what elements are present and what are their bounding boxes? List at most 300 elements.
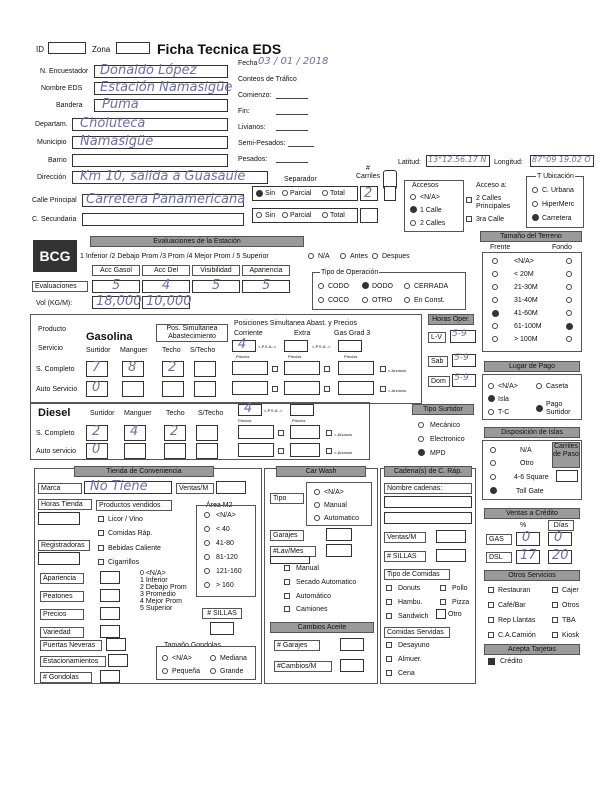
- terreno-option-label: 61-100M: [514, 323, 542, 330]
- ventas-m-label: Ventas/M: [176, 483, 214, 494]
- pago-caseta-label: Caseta: [546, 383, 569, 390]
- dsl-surtidor-label: Surtidor: [90, 410, 115, 417]
- tba-label: TBA: [562, 617, 576, 624]
- credito-dias-label: Días: [548, 520, 574, 531]
- pizza-label: Pizza: [452, 599, 470, 606]
- terreno-frente-radio[interactable]: [492, 323, 498, 329]
- gond-pequena-label: Pequeña: [172, 668, 201, 675]
- cw-lav-label: #Lav/Mes: [270, 546, 316, 557]
- cafe-label: Café/Bar: [498, 602, 526, 609]
- islas-na-label: N/A: [520, 447, 532, 454]
- gas-precio-2[interactable]: [284, 361, 320, 375]
- area-option-label: < 40: [216, 526, 230, 533]
- cw-m-manual-check[interactable]: [284, 565, 290, 571]
- eval-na-radio[interactable]: [308, 253, 314, 259]
- gond-na-radio[interactable]: [162, 655, 168, 661]
- cena-check[interactable]: [386, 670, 392, 676]
- gondolas-label: # Gondolas: [40, 672, 92, 683]
- horas-tienda-input[interactable]: [38, 512, 80, 525]
- calle-value: Carretera Panamericana: [86, 192, 246, 207]
- latitud-label: Latitud:: [398, 159, 421, 166]
- nombre-value: Estación Namasigüe: [100, 80, 233, 95]
- gas-precio-3[interactable]: [338, 361, 374, 375]
- area-option-label: 81-120: [216, 554, 238, 561]
- terreno-fondo-radio[interactable]: [566, 297, 572, 303]
- carriles-paso-input[interactable]: [556, 470, 578, 482]
- gas-completo-techo-value: 2: [168, 360, 177, 375]
- surt-mpd-radio[interactable]: [418, 449, 425, 456]
- cadena-nombre-input-1[interactable]: [384, 496, 472, 508]
- area-radio[interactable]: [204, 582, 210, 588]
- bebidas-label: Bebidas Caliente: [108, 545, 161, 552]
- islas-na-radio[interactable]: [490, 447, 496, 453]
- registradoras-input[interactable]: [38, 552, 80, 565]
- carriles-paso-header: Carriles de Paso: [552, 442, 580, 468]
- terreno-fondo-radio[interactable]: [566, 336, 572, 342]
- cena-label: Cena: [398, 670, 415, 677]
- sep-total-label: Total: [330, 190, 345, 197]
- eval-despues-radio[interactable]: [372, 253, 378, 259]
- pollo-check[interactable]: [440, 585, 446, 591]
- id-input[interactable]: [48, 42, 86, 54]
- dsl-auto-surtidor-value: 0: [92, 442, 101, 457]
- dsl-auto-precio-1-check[interactable]: [278, 448, 284, 454]
- ubic-hiper-radio[interactable]: [532, 201, 538, 207]
- lugar-pago-header: Lugar de Pago: [484, 361, 580, 372]
- marca-value: No Tiene: [90, 479, 148, 494]
- pago-na-label: <N/A>: [498, 383, 518, 390]
- eval-antes-radio[interactable]: [340, 253, 346, 259]
- tba-check[interactable]: [552, 617, 558, 623]
- gas-anuncio-check[interactable]: [380, 366, 386, 372]
- gas-auto-surtidor-value: 0: [92, 380, 101, 395]
- bcg-logo: BCG: [33, 240, 77, 272]
- gond-mediana-label: Mediana: [220, 655, 247, 662]
- gas-auto-stecho[interactable]: [194, 381, 216, 397]
- cigarrillos-check[interactable]: [98, 559, 104, 565]
- op-enconst-radio[interactable]: [404, 297, 410, 303]
- dsl-psa: <-P.S.A.->: [264, 408, 283, 413]
- gas-auto-precio-2[interactable]: [284, 381, 320, 395]
- cw-lav-value-input[interactable]: [270, 556, 310, 564]
- dsl-completo-stecho[interactable]: [196, 425, 218, 441]
- cw-auto-label: Automatico: [324, 515, 360, 522]
- gas-completo-surtidor-value: 7: [92, 360, 101, 375]
- area-radio[interactable]: [204, 526, 210, 532]
- longitud-value: 87°09 19.02 O: [532, 155, 591, 164]
- estacionamientos-label: Estacionamientos: [40, 656, 106, 667]
- gas-anuncio-label: <-Anuncio: [388, 368, 407, 373]
- gas-auto-anuncio-check[interactable]: [380, 386, 386, 392]
- terreno-fondo-radio[interactable]: [566, 310, 572, 316]
- sillas-label: # SILLAS: [202, 608, 242, 619]
- precios-input[interactable]: [100, 607, 120, 620]
- calle-label: Calle Principal: [32, 197, 77, 204]
- depto-label: Departam.: [35, 121, 68, 128]
- gas-grad-label: Gas Grad 3: [334, 330, 371, 337]
- pago-surtidor-radio[interactable]: [536, 405, 543, 412]
- desayuno-check[interactable]: [386, 642, 392, 648]
- eval-escala: 1 Inferior /2 Debajo Prom /3 Prom /4 Mejor Prom / 5 Superior: [80, 253, 269, 260]
- cadena-sillas-input[interactable]: [436, 549, 466, 562]
- conteos-label: Conteos de Tráfico: [238, 76, 297, 83]
- credito-label: Crédito: [500, 658, 523, 665]
- terreno-option-label: 21-30M: [514, 284, 538, 291]
- aceite-garajes-input[interactable]: [340, 638, 364, 651]
- dsl-auto-anuncio-check[interactable]: [326, 448, 332, 454]
- aceite-cambios-label: #Cambios/M: [274, 661, 332, 672]
- page-title: Ficha Tecnica EDS: [157, 41, 282, 57]
- accesos-2-radio[interactable]: [410, 220, 416, 226]
- gas-precio-1-check[interactable]: [272, 366, 278, 372]
- gas-auto-techo[interactable]: [162, 381, 184, 397]
- secundaria-label: C. Secundaria: [32, 216, 77, 223]
- hambu-check[interactable]: [386, 599, 392, 605]
- restauran-check[interactable]: [488, 587, 494, 593]
- area-radio[interactable]: [204, 568, 210, 574]
- sandwich-check[interactable]: [386, 613, 392, 619]
- op-cerrada-radio[interactable]: [404, 283, 410, 289]
- kiosk-label: Kiosk: [562, 632, 580, 639]
- otro-comida-input[interactable]: [436, 609, 446, 619]
- terreno-frente-radio[interactable]: [492, 271, 498, 277]
- bebidas-check[interactable]: [98, 545, 104, 551]
- comienzo-line[interactable]: [276, 98, 308, 99]
- barrio-input[interactable]: [72, 154, 228, 167]
- gas-precio-2-check[interactable]: [324, 366, 330, 372]
- op-codo-radio[interactable]: [318, 283, 324, 289]
- sep-sin-radio[interactable]: [256, 190, 263, 197]
- gas-auto-precio-3[interactable]: [338, 381, 374, 395]
- terreno-fondo: Fondo: [552, 244, 572, 251]
- neveras-label: Puertas Neveras: [40, 640, 102, 651]
- licor-check[interactable]: [98, 516, 104, 522]
- camion-check[interactable]: [488, 632, 494, 638]
- terreno-frente-radio[interactable]: [492, 336, 498, 342]
- gas-completo-stecho[interactable]: [194, 361, 216, 377]
- terreno-option-label: < 20M: [514, 271, 534, 278]
- eval-antes-label: Antes: [350, 253, 368, 260]
- ubic-urbana-label: C. Urbana: [542, 187, 574, 194]
- tercera-calle-label: 3ra Calle: [476, 216, 505, 223]
- eval-visib-value: 5: [212, 278, 221, 293]
- direccion-label: Dirección: [37, 174, 67, 181]
- tienda-header: Tienda de Conveniencia: [74, 466, 214, 477]
- dsl-auto-label: Auto servicio: [36, 448, 77, 455]
- dsl-precio-1-check[interactable]: [278, 430, 284, 436]
- sep-total-radio[interactable]: [322, 190, 328, 196]
- pollo-label: Pollo: [452, 585, 468, 592]
- encuestador-value: Donaldo López: [100, 63, 197, 78]
- donuts-check[interactable]: [386, 585, 392, 591]
- terreno-option-label: 31-40M: [514, 297, 538, 304]
- gas-precio-1[interactable]: [232, 361, 268, 375]
- area-option-label: > 160: [216, 582, 234, 589]
- islas-square-radio[interactable]: [490, 474, 496, 480]
- dsl-auto-techo[interactable]: [164, 443, 186, 459]
- islas-otro-label: Otro: [520, 460, 534, 467]
- cw-auto-radio[interactable]: [314, 515, 320, 521]
- cw-na-radio[interactable]: [314, 489, 320, 495]
- neveras-input[interactable]: [106, 638, 126, 651]
- surt-mpd-label: MPD: [430, 450, 446, 457]
- peatones-input[interactable]: [100, 589, 120, 602]
- terreno-option-label: > 100M: [514, 336, 538, 343]
- gas-auto-precio-1[interactable]: [232, 381, 268, 395]
- cw-manual-radio[interactable]: [314, 502, 320, 508]
- pago-na-radio[interactable]: [488, 383, 494, 389]
- eval-acc-gasol-value: 5: [112, 278, 121, 293]
- islas-square-label: 4-6 Square: [514, 474, 549, 481]
- cafe-check[interactable]: [488, 602, 494, 608]
- comidas-servidas-label: Comidas Servidas: [384, 627, 450, 638]
- gas-psa-input-3[interactable]: [338, 340, 362, 352]
- zona-input[interactable]: [116, 42, 150, 54]
- dsl-auto-stecho[interactable]: [196, 443, 218, 459]
- gasolina-title: Gasolina: [86, 331, 133, 343]
- cw-secado-check[interactable]: [284, 579, 290, 585]
- livianos-line[interactable]: [276, 130, 308, 131]
- secundaria-input[interactable]: [82, 213, 244, 226]
- cadena-nombre-input-2[interactable]: [384, 512, 472, 524]
- dsl-completo-surtidor-value: 2: [92, 424, 101, 439]
- sep2-total-radio[interactable]: [322, 212, 328, 218]
- pago-isla-radio[interactable]: [488, 395, 495, 402]
- aceite-garajes-label: # Garajes: [274, 640, 320, 651]
- sep-sin-label: Sin: [265, 190, 276, 197]
- dsl-pos-value: 4: [244, 401, 253, 416]
- tipo-op-title: Tipo de Operación: [321, 269, 379, 276]
- vol-label: Vol (KG/M):: [36, 300, 73, 307]
- dsl-techo-label: Techo: [166, 410, 185, 417]
- cadena-ventas-input[interactable]: [436, 530, 466, 543]
- carriles-value: 2: [364, 186, 373, 201]
- sep2-sin-label: Sin: [265, 212, 276, 219]
- aceite-cambios-input[interactable]: [340, 659, 364, 672]
- evaluaciones-label: Evaluaciones: [32, 281, 88, 292]
- op-coco-radio[interactable]: [318, 297, 324, 303]
- barrio-label: Barrio: [48, 157, 67, 164]
- vol-gas-value: 18,000: [96, 294, 142, 309]
- pos-sim-precios-title: Posiciones Simultanea Abast. y Precios: [234, 320, 357, 327]
- acceso-a-title: Acceso a:: [476, 182, 507, 189]
- surt-electronico-radio[interactable]: [418, 436, 424, 442]
- sep2-parcial-label: Parcial: [290, 212, 312, 219]
- pizza-check[interactable]: [440, 599, 446, 605]
- dsl-auto-anuncio-label: <-Anuncio: [334, 450, 353, 455]
- rep-llantas-check[interactable]: [488, 617, 494, 623]
- dsl-stecho-label: S/Techo: [198, 410, 224, 417]
- op-cerrada-label: CERRADA: [414, 283, 449, 290]
- gondolas-input[interactable]: [100, 670, 120, 683]
- dsl-auto-manguer[interactable]: [124, 443, 146, 459]
- area-option-label: 121-160: [216, 568, 242, 575]
- marca-label: Marca: [38, 483, 82, 494]
- op-enconst-label: En Const.: [414, 297, 445, 304]
- islas-otro-radio[interactable]: [490, 460, 496, 466]
- terreno-fondo-radio[interactable]: [566, 258, 572, 264]
- terreno-frente-radio[interactable]: [492, 297, 498, 303]
- peatones-label: Peatones: [40, 591, 84, 602]
- op-coco-label: COCO: [328, 297, 349, 304]
- gond-pequena-radio[interactable]: [162, 668, 168, 674]
- dsl-precio-1[interactable]: [238, 425, 274, 439]
- terreno-fondo-radio[interactable]: [566, 323, 573, 330]
- carriles-label: # Carriles: [355, 165, 381, 180]
- cadena-sillas-label: # SILLAS: [384, 551, 426, 562]
- terreno-header: Tamaño del Terreno: [480, 231, 582, 242]
- tienda-escala: 0 <N/A> 1 Inferior 2 Debajo Prom 3 Promedio 4 Mejor Prom 5 Superior: [140, 570, 187, 612]
- ventas-m-input[interactable]: [216, 481, 246, 494]
- accesos-2-label: 2 Calles: [420, 220, 446, 227]
- carriles-secundaria-input[interactable]: [360, 208, 378, 223]
- horas-lv-value: 5-9: [452, 329, 467, 339]
- credito-dsl-label: DSL: [486, 552, 512, 563]
- gas-completo-label: S. Completo: [36, 366, 75, 373]
- latitud-value: 13°12.56.17 N: [428, 155, 487, 164]
- direccion-value: Km 10, salida a Guasaule: [80, 169, 246, 184]
- sep2-parcial-radio[interactable]: [282, 212, 288, 218]
- donuts-label: Donuts: [398, 585, 421, 592]
- credito-dsl-dias: 20: [552, 548, 569, 563]
- cadena-ventas-label: Ventas/M: [384, 532, 426, 543]
- tercera-calle-check[interactable]: [466, 216, 472, 222]
- credito-gas-dias: 0: [554, 530, 563, 545]
- bandera-value: Puma: [102, 97, 139, 112]
- op-dodo-radio[interactable]: [362, 282, 369, 289]
- dsl-precio-2[interactable]: [290, 425, 320, 439]
- terreno-option-label: <N/A>: [514, 258, 534, 265]
- area-option-label: 41-80: [216, 540, 234, 547]
- surt-mecanico-label: Mecánico: [430, 422, 460, 429]
- otros-check[interactable]: [552, 602, 558, 608]
- municipio-label: Municipio: [37, 139, 67, 146]
- gond-grande-radio[interactable]: [210, 668, 216, 674]
- cw-na-label: <N/A>: [324, 489, 344, 496]
- terreno-fondo-radio[interactable]: [566, 284, 572, 290]
- gas-auto-precio-1-check[interactable]: [272, 386, 278, 392]
- accesos-title: Accesos: [412, 182, 439, 189]
- terreno-frente-radio[interactable]: [492, 258, 498, 264]
- gond-mediana-radio[interactable]: [210, 655, 216, 661]
- carriles-aux-input[interactable]: [384, 186, 396, 201]
- credito-gas-pct: 0: [522, 530, 531, 545]
- estacionamientos-input[interactable]: [108, 654, 128, 667]
- sep-parcial-label: Parcial: [290, 190, 312, 197]
- fin-line[interactable]: [276, 114, 308, 115]
- horas-sab-label: Sab: [428, 356, 448, 367]
- dsl-psa-input-2[interactable]: [290, 404, 314, 416]
- horas-sab-value: 5-9: [454, 353, 469, 363]
- gond-grande-label: Grande: [220, 668, 244, 675]
- terreno-frente-radio[interactable]: [492, 310, 499, 317]
- longitud-label: Longitud:: [494, 159, 523, 166]
- eval-na-label: N/A: [318, 253, 330, 260]
- semi-line[interactable]: [288, 146, 314, 147]
- dsl-manguer-label: Manguer: [124, 410, 152, 417]
- pago-caseta-radio[interactable]: [536, 383, 542, 389]
- pago-tc-label: T-C: [498, 409, 510, 416]
- sep2-total-label: Total: [330, 212, 345, 219]
- pago-surtidor-label: Pago Surtidor: [546, 401, 571, 416]
- cadena-nombre-label: Nombre cadenas:: [384, 483, 472, 494]
- credito-check-icon[interactable]: [488, 658, 495, 665]
- variedad-input[interactable]: [100, 625, 120, 638]
- gas-psa-input-2[interactable]: [284, 340, 308, 352]
- ubic-carretera-radio[interactable]: [532, 214, 539, 221]
- op-otro-radio[interactable]: [362, 297, 368, 303]
- cajer-label: Cajer: [562, 587, 579, 594]
- cw-lav-input[interactable]: [326, 544, 352, 557]
- apariencia-input[interactable]: [100, 571, 120, 584]
- dsl-completo-manguer-value: 4: [130, 424, 139, 439]
- comidas-check[interactable]: [98, 530, 104, 536]
- productos-vendidos-label: Productos vendidos: [96, 500, 172, 511]
- sep-parcial-radio[interactable]: [282, 190, 288, 196]
- sep2-sin-radio[interactable]: [256, 212, 262, 218]
- sillas-input[interactable]: [210, 622, 234, 635]
- desayuno-label: Desayuno: [398, 642, 430, 649]
- kiosk-check[interactable]: [552, 632, 558, 638]
- dsl-anuncio-label: <-Anuncio: [334, 432, 353, 437]
- gas-producto-label: Producto: [38, 326, 67, 333]
- almuer-check[interactable]: [386, 656, 392, 662]
- credito-dsl-pct: 17: [520, 548, 537, 563]
- tipo-comidas-label: Tipo de Comidas: [384, 569, 450, 580]
- op-codo-label: CODO: [328, 283, 349, 290]
- area-title: Área M2: [206, 502, 233, 509]
- islas-tollgate-radio[interactable]: [490, 487, 497, 494]
- accesos-na-radio[interactable]: [410, 194, 416, 200]
- accesos-na-label: <N/A>: [420, 194, 440, 201]
- gas-precios-3: Precios: [344, 354, 358, 359]
- area-radio[interactable]: [204, 554, 210, 560]
- cw-camiones-check[interactable]: [284, 606, 290, 612]
- cw-auto2-check[interactable]: [284, 593, 290, 599]
- cajer-check[interactable]: [552, 587, 558, 593]
- gas-precios-2: Precios: [288, 354, 302, 359]
- accesos-1-radio[interactable]: [410, 206, 417, 213]
- pago-tc-radio[interactable]: [488, 409, 494, 415]
- pesados-line[interactable]: [276, 162, 308, 163]
- precios-label: Precios: [40, 609, 84, 620]
- area-radio[interactable]: [204, 540, 210, 546]
- dsl-anuncio-check[interactable]: [326, 430, 332, 436]
- terreno-frente-radio[interactable]: [492, 284, 498, 290]
- gas-auto-precio-2-check[interactable]: [324, 386, 330, 392]
- aceite-header: Cambios Aceite: [270, 622, 374, 633]
- cw-garajes-input[interactable]: [326, 528, 352, 541]
- dsl-completo-label: S. Completo: [36, 430, 75, 437]
- fecha-value[interactable]: 03 / 01 / 2018: [258, 56, 329, 67]
- area-radio[interactable]: [204, 512, 210, 518]
- dsl-auto-precio-2[interactable]: [290, 443, 320, 457]
- terreno-fondo-radio[interactable]: [566, 271, 572, 277]
- surt-electronico-label: Electronico: [430, 436, 465, 443]
- registradoras-label: Registradoras: [38, 540, 90, 551]
- col-apariencia: Apariencia: [242, 265, 290, 276]
- gas-auto-manguer[interactable]: [122, 381, 144, 397]
- dos-principales-check[interactable]: [466, 197, 472, 203]
- horas-lv-label: L-V: [428, 332, 446, 343]
- vol-dsl-value: 10,000: [146, 294, 192, 309]
- dsl-auto-precio-1[interactable]: [238, 443, 274, 457]
- semi-label: Semi-Pesados:: [238, 140, 286, 147]
- op-dodo-label: DODO: [372, 283, 393, 290]
- surt-mecanico-radio[interactable]: [418, 422, 424, 428]
- gas-extra-label: Extra: [294, 330, 311, 337]
- ubic-urbana-radio[interactable]: [532, 187, 538, 193]
